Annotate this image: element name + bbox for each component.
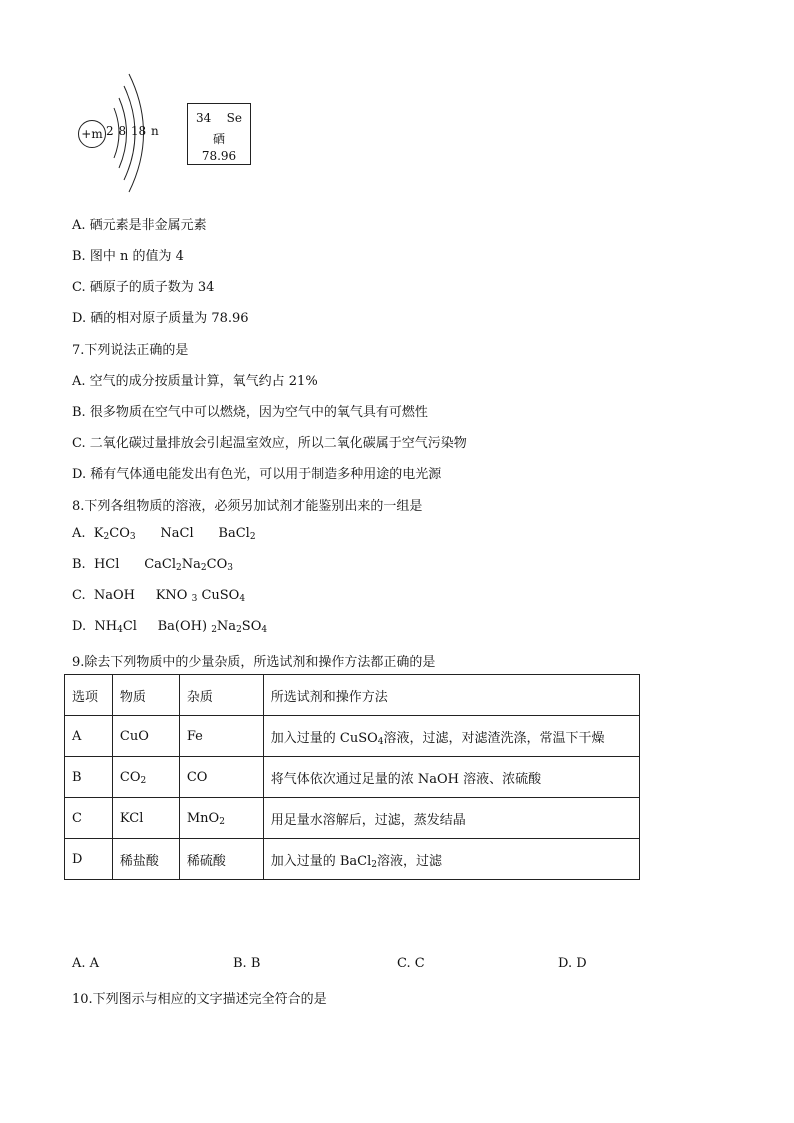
formula-kno3-cuso4: KNO $_3$ CuSO$_4$ [155,588,246,604]
q6-option-b[interactable]: B. 图中 n 的值为 4 [72,249,184,264]
atomic-structure-diagram [74,68,174,198]
table-row [65,716,640,757]
q6-option-d[interactable]: D. 硒的相对原子质量为 78.96 [72,311,249,326]
q9-table [64,674,640,880]
table-row [65,798,640,839]
cell-impurity: CO [179,757,263,798]
q9-answer-c[interactable]: C. C [397,956,425,971]
q7-stem: 7.下列说法正确的是 [72,343,189,358]
atomic-mass: 78.96 [201,149,237,163]
q10-stem: 10.下列图示与相应的文字描述完全符合的是 [72,992,327,1007]
formula-nh4cl: $NH_4Cl$ [94,619,137,635]
cell-method: 加入过量的 BaCl$_2$溶液，过滤 [263,839,639,880]
cell-impurity: 稀硫酸 [179,839,263,880]
cell-substance: 稀盐酸 [112,839,179,880]
cell-option: B [65,757,113,798]
formula-nacl: NaCl [160,526,194,541]
q7-option-b[interactable]: B. 很多物质在空气中可以燃烧，因为空气中的氧气具有可燃性 [72,405,428,420]
cell-method: 加入过量的 CuSO$_4$溶液，过滤，对滤渣洗涤，常温下干燥 [263,716,639,757]
q9-answer-a[interactable]: A. A [72,956,100,971]
cell-substance: CuO [112,716,179,757]
cell-method: 将气体依次通过足量的浓 NaOH 溶液、浓硫酸 [263,757,639,798]
element-symbol: Se [226,111,242,125]
formula-cacl2-na2co3: $CaCl_2Na_2CO_3$ [144,557,233,573]
atomic-number: 34 [196,111,212,125]
q6-option-a[interactable]: A. 硒元素是非金属元素 [72,218,207,233]
element-name: 硒 [212,132,225,146]
cell-option: D [65,839,113,880]
header-method: 所选试剂和操作方法 [263,675,639,716]
cell-substance: $CO_2$ [112,757,179,798]
header-option: 选项 [65,675,113,716]
option-label: B. [72,557,86,572]
header-substance: 物质 [112,675,179,716]
q7-option-d[interactable]: D. 稀有气体通电能发出有色光，可以用于制造多种用途的电光源 [72,467,442,482]
element-info-box [187,103,251,165]
electron-shells: 2 8 18 n [106,124,159,138]
q9-answer-b[interactable]: B. B [233,956,261,971]
header-impurity: 杂质 [179,675,263,716]
q8-option-d[interactable] [72,619,267,634]
formula-bacl2: BaCl$_2$ [218,526,256,542]
option-label: D. [72,619,87,634]
q8-option-a[interactable] [72,526,256,541]
q8-stem: 8.下列各组物质的溶液，必须另加试剂才能鉴别出来的一组是 [72,499,423,514]
q6-option-c[interactable]: C. 硒原子的质子数为 34 [72,280,215,295]
option-label: C. [72,588,86,603]
q7-option-c[interactable]: C. 二氧化碳过量排放会引起温室效应，所以二氧化碳属于空气污染物 [72,436,467,451]
cell-method: 用足量水溶解后，过滤，蒸发结晶 [263,798,639,839]
q9-stem: 9.除去下列物质中的少量杂质，所选试剂和操作方法都正确的是 [72,655,436,670]
formula-k2co3: $K_2CO_3$ [93,526,136,542]
cell-option: A [65,716,113,757]
cell-impurity: MnO$_2$ [179,798,263,839]
q8-option-b[interactable] [72,557,233,572]
formula-hcl: HCl [93,557,120,572]
q7-option-a[interactable]: A. 空气的成分按质量计算，氧气约占 21% [72,374,318,389]
q9-answer-d[interactable]: D. D [558,956,587,971]
cell-substance: KCl [112,798,179,839]
q8-option-c[interactable] [72,588,245,603]
formula-naoh: NaOH [93,588,136,603]
table-header-row [65,675,640,716]
option-label: A. [72,526,86,541]
table-row [65,839,640,880]
cell-impurity: Fe [179,716,263,757]
cell-option: C [65,798,113,839]
nucleus: +m [78,120,106,148]
table-row [65,757,640,798]
formula-baoh2-na2so4: Ba(OH) $_2Na_2SO_4$ [157,619,268,635]
